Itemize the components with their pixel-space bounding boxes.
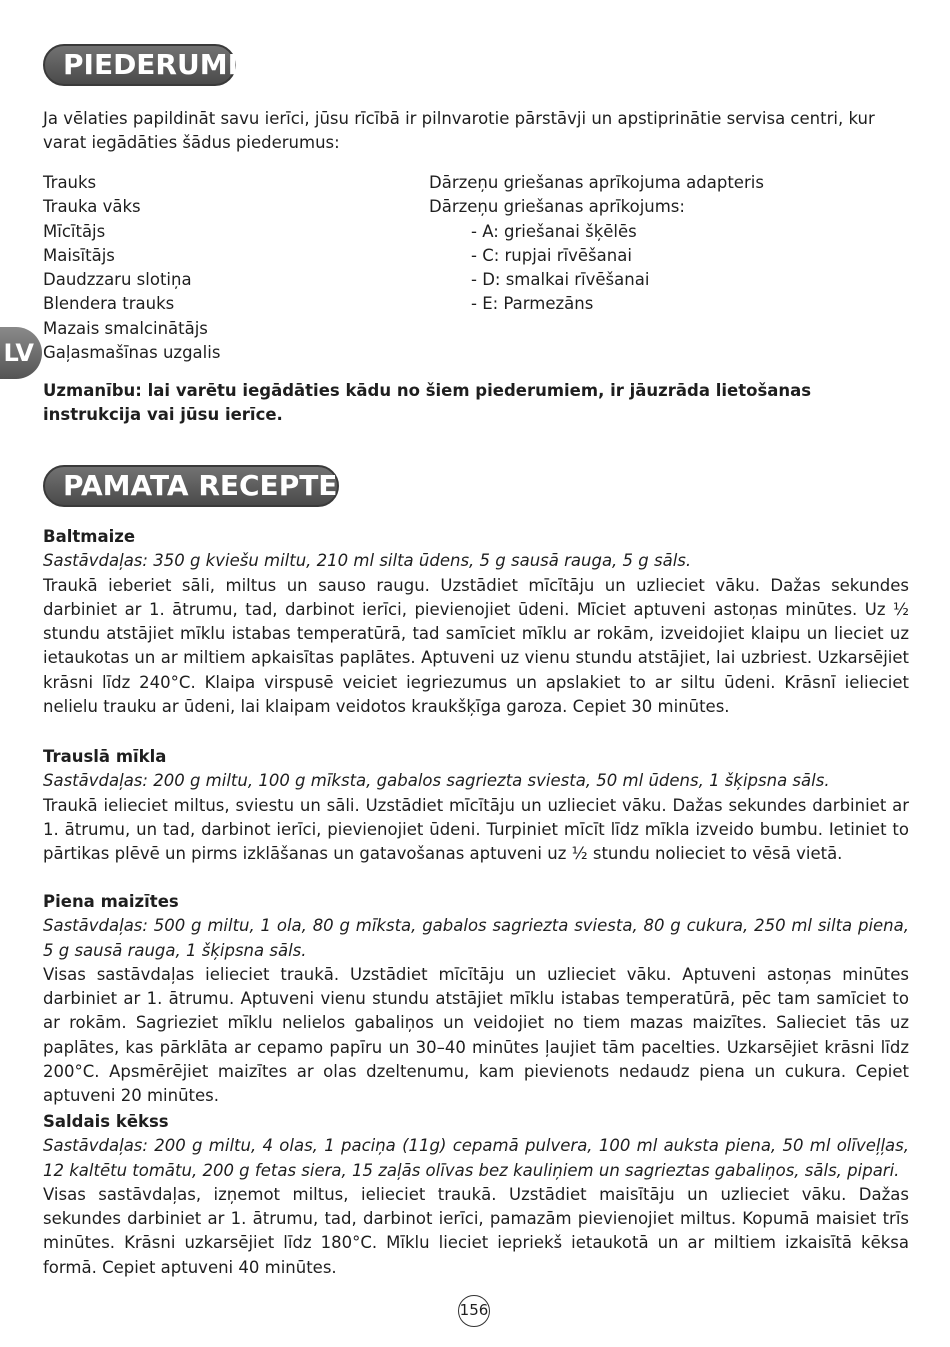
list-subitem: - C: rupjai rīvēšanai [471, 245, 632, 265]
recipe-ingredients: Sastāvdaļas: 500 g miltu, 1 ola, 80 g mīksta, gabalos sagriezta sviesta, 80 g cukura, 250 ml silta piena, 5 g sausā rauga, 1 šķipsna sāls. [43, 916, 909, 960]
recipe-body: Visas sastāvdaļas ielieciet traukā. Uzstādiet mīcītāju un uzlieciet vāku. Aptuveni astoņas minūtes darbiniet ar 1. ātrumu. Aptuveni vienu stundu atstājiet mīklu istabas temperatūrā, pēc tam samīciet to ar rokām. Sagrieziet mīklu nelielos gabaliņos un veidojiet no tiem mazas maizītes. Salieciet tās uz paplātes, kas pārklāta ar cepamo papīru un 30–40 minūtes ļaujiet tām pacelties. Uzkarsējiet krāsni līdz 200°C. Apsmērējiet maizītes ar olas dzeltenumu, kam pievienots nedaudz piena un cukura. Cepiet aptuveni 20 minūtes. [43, 964, 909, 1106]
list-item: Daudzzaru slotiņa [43, 270, 192, 290]
recipe-title: Trauslā mīkla [43, 747, 167, 766]
accessories-list-left [43, 171, 403, 365]
list-subitem: - A: griešanai šķēlēs [471, 221, 637, 241]
page-number: 156 [458, 1295, 490, 1327]
list-item: Blendera trauks [43, 294, 175, 314]
language-tab: LV [0, 327, 42, 379]
recipe-title: Baltmaize [43, 527, 136, 546]
section-title-accessories: PIEDERUMI [43, 44, 236, 86]
recipe-ingredients: Sastāvdaļas: 350 g kviešu miltu, 210 ml silta ūdens, 5 g sausā rauga, 5 g sāls. [43, 551, 692, 571]
accessories-intro: Ja vēlaties papildināt savu ierīci, jūsu rīcībā ir pilnvarotie pārstāvji un apstiprinātie servisa centri, kur varat iegādāties šādus piederumus: [43, 109, 875, 153]
list-item: Dārzeņu griešanas aprīkojuma adapteris [429, 173, 764, 192]
recipe-ingredients: Sastāvdaļas: 200 g miltu, 4 olas, 1 paciņa (11g) cepamā pulvera, 100 ml auksta piena, 50 ml olīveļļas, 12 kaltētu tomātu, 200 g fetas siera, 15 zaļās olīvas bez kauliņiem un sagrieztas gabaliņos, sāls, pipari. [43, 1136, 909, 1180]
recipe-title: Saldais kēkss [43, 1112, 169, 1131]
recipe-body: Visas sastāvdaļas, izņemot miltus, ielieciet traukā. Uzstādiet maisītāju un uzlieciet vāku. Dažas sekundes darbiniet ar 1. ātrumu, tad, darbinot ierīci, pamazām pievienojiet miltus. Kopumā maisiet trīs minūtes. Krāsni uzkarsējiet līdz 180°C. Mīklu lieciet iepriekš ietaukotā un ar miltiem izkaisītā kēksa formā. Cepiet aptuveni 40 minūtes. [43, 1184, 909, 1277]
list-subitem: - E: Parmezāns [471, 294, 594, 314]
list-item: Gaļasmašīnas uzgalis [43, 343, 221, 363]
list-subitem: - D: smalkai rīvēšanai [471, 270, 650, 290]
recipe-block [43, 525, 909, 719]
recipe-title: Piena maizītes [43, 892, 179, 911]
recipe-block [43, 890, 909, 1109]
recipe-block [43, 1110, 909, 1280]
recipe-block [43, 745, 909, 866]
section-title-recipes: PAMATA RECEPTES [43, 465, 339, 507]
accessories-list-right [429, 171, 909, 317]
list-item: Trauka vāks [43, 197, 141, 217]
list-item: Trauks [43, 173, 97, 192]
recipe-ingredients: Sastāvdaļas: 200 g miltu, 100 g mīksta, gabalos sagriezta sviesta, 50 ml ūdens, 1 šķipsna sāls. [43, 771, 830, 791]
recipe-body: Traukā ielieciet miltus, sviestu un sāli. Uzstādiet mīcītāju un uzlieciet vāku. Dažas sekundes darbiniet ar 1. ātrumu, un tad, darbinot ierīci, pievienojiet ūdeni. Turpiniet mīcīt līdz mīkla izveido bumbu. Ietiniet to pārtikas plēvē un pirms izklāšanas un gatavošanas aptuveni uz ½ stundu nolieciet to vēsā vietā. [43, 795, 909, 864]
list-item: Dārzeņu griešanas aprīkojums: [429, 197, 685, 217]
accessories-warning: Uzmanību: lai varētu iegādāties kādu no šiem piederumiem, ir jāuzrāda lietošanas instrukcija vai jūsu ierīce. [43, 381, 812, 425]
list-item: Maisītājs [43, 245, 115, 265]
list-item: Mazais smalcinātājs [43, 318, 208, 338]
recipe-body: Traukā ieberiet sāli, miltus un sauso raugu. Uzstādiet mīcītāju un uzlieciet vāku. Dažas sekundes darbiniet ar 1. ātrumu, tad, darbinot ierīci, pievienojiet ūdeni. Mīciet aptuveni astoņas minūtes. Uz ½ stundu atstājiet mīklu istabas temperatūrā, tad samīciet mīklu ar rokām, izveidojiet klaipu un lieciet uz ietaukotas un ar miltiem apkaisītas paplātes. Aptuveni uz vienu stundu atstājiet, lai uzbriest. Uzkarsējiet krāsni līdz 240°C. Klaipa virspusē veiciet iegriezumus un apslakiet to ar siltu ūdeni. Krāsnī ielieciet nelielu trauku ar ūdeni, lai klaipam veidotos kraukšķīga garoza. Cepiet 30 minūtes. [43, 575, 909, 717]
list-item: Mīcītājs [43, 221, 106, 241]
